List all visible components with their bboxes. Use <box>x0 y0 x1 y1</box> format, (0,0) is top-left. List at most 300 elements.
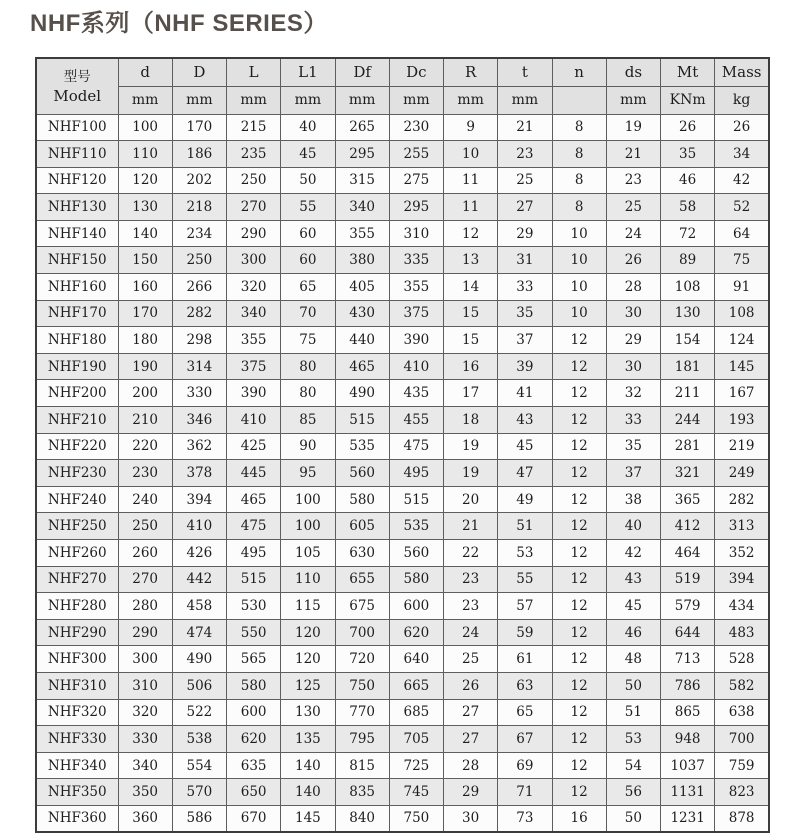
column-unit-d: mm <box>172 86 226 114</box>
table-row <box>36 699 769 726</box>
value-cell-r: 26 <box>444 672 498 699</box>
value-cell-dc: 745 <box>389 779 443 806</box>
value-cell-df: 630 <box>335 540 389 567</box>
value-cell-mass: 434 <box>715 593 769 620</box>
value-cell-ds: 53 <box>606 726 660 753</box>
table-row <box>36 593 769 620</box>
value-cell-l: 620 <box>227 726 281 753</box>
value-cell-ds: 28 <box>606 274 660 301</box>
value-cell-mt: 1231 <box>661 805 715 832</box>
value-cell-t: 71 <box>498 779 552 806</box>
value-cell-mt: 46 <box>661 167 715 194</box>
value-cell-dc: 665 <box>389 672 443 699</box>
value-cell-d: 190 <box>118 353 172 380</box>
value-cell-df: 750 <box>335 672 389 699</box>
column-header-d: D <box>172 58 226 86</box>
value-cell-df: 430 <box>335 300 389 327</box>
model-cell: NHF280 <box>36 593 118 620</box>
value-cell-l1: 40 <box>281 114 335 141</box>
value-cell-ds: 26 <box>606 247 660 274</box>
column-unit-mass: kg <box>715 86 769 114</box>
value-cell-t: 23 <box>498 141 552 168</box>
value-cell-df: 535 <box>335 433 389 460</box>
value-cell-dc: 640 <box>389 646 443 673</box>
value-cell-mt: 211 <box>661 380 715 407</box>
model-cell: NHF350 <box>36 779 118 806</box>
value-cell-d: 170 <box>172 114 226 141</box>
header-name-row <box>36 58 769 86</box>
value-cell-df: 490 <box>335 380 389 407</box>
value-cell-mt: 1037 <box>661 752 715 779</box>
value-cell-d: 120 <box>118 167 172 194</box>
value-cell-mt: 464 <box>661 540 715 567</box>
value-cell-mass: 167 <box>715 380 769 407</box>
value-cell-l: 290 <box>227 220 281 247</box>
column-header-l: L <box>227 58 281 86</box>
model-cell: NHF190 <box>36 353 118 380</box>
value-cell-l: 580 <box>227 672 281 699</box>
table-row <box>36 353 769 380</box>
value-cell-t: 63 <box>498 672 552 699</box>
model-cell: NHF340 <box>36 752 118 779</box>
value-cell-d: 350 <box>118 779 172 806</box>
value-cell-l: 320 <box>227 274 281 301</box>
value-cell-mass: 124 <box>715 327 769 354</box>
value-cell-l: 410 <box>227 407 281 434</box>
value-cell-l: 465 <box>227 486 281 513</box>
value-cell-mass: 528 <box>715 646 769 673</box>
value-cell-ds: 45 <box>606 593 660 620</box>
value-cell-l: 270 <box>227 194 281 221</box>
value-cell-r: 17 <box>444 380 498 407</box>
value-cell-l: 530 <box>227 593 281 620</box>
value-cell-t: 57 <box>498 593 552 620</box>
value-cell-df: 655 <box>335 566 389 593</box>
column-header-t: t <box>498 58 552 86</box>
value-cell-ds: 43 <box>606 566 660 593</box>
value-cell-r: 28 <box>444 752 498 779</box>
table-row <box>36 513 769 540</box>
value-cell-r: 27 <box>444 726 498 753</box>
value-cell-l: 565 <box>227 646 281 673</box>
value-cell-r: 16 <box>444 353 498 380</box>
value-cell-mass: 823 <box>715 779 769 806</box>
value-cell-dc: 685 <box>389 699 443 726</box>
column-header-dc: Dc <box>389 58 443 86</box>
value-cell-df: 560 <box>335 460 389 487</box>
value-cell-r: 20 <box>444 486 498 513</box>
value-cell-dc: 725 <box>389 752 443 779</box>
value-cell-l1: 120 <box>281 646 335 673</box>
value-cell-mt: 58 <box>661 194 715 221</box>
value-cell-n: 8 <box>552 167 606 194</box>
value-cell-r: 10 <box>444 141 498 168</box>
value-cell-l: 340 <box>227 300 281 327</box>
value-cell-ds: 51 <box>606 699 660 726</box>
value-cell-d: 360 <box>118 805 172 832</box>
value-cell-r: 12 <box>444 220 498 247</box>
value-cell-mass: 75 <box>715 247 769 274</box>
value-cell-r: 19 <box>444 460 498 487</box>
value-cell-df: 675 <box>335 593 389 620</box>
value-cell-df: 580 <box>335 486 389 513</box>
value-cell-d: 538 <box>172 726 226 753</box>
model-cell: NHF270 <box>36 566 118 593</box>
value-cell-l1: 115 <box>281 593 335 620</box>
column-unit-l: mm <box>227 86 281 114</box>
value-cell-ds: 56 <box>606 779 660 806</box>
value-cell-d: 554 <box>172 752 226 779</box>
value-cell-mass: 34 <box>715 141 769 168</box>
value-cell-l1: 65 <box>281 274 335 301</box>
value-cell-l1: 90 <box>281 433 335 460</box>
value-cell-mt: 579 <box>661 593 715 620</box>
value-cell-n: 10 <box>552 274 606 301</box>
value-cell-l: 235 <box>227 141 281 168</box>
table-row <box>36 779 769 806</box>
value-cell-mt: 35 <box>661 141 715 168</box>
value-cell-ds: 50 <box>606 805 660 832</box>
value-cell-mass: 42 <box>715 167 769 194</box>
value-cell-t: 25 <box>498 167 552 194</box>
value-cell-ds: 46 <box>606 619 660 646</box>
model-cell: NHF110 <box>36 141 118 168</box>
value-cell-ds: 19 <box>606 114 660 141</box>
value-cell-n: 12 <box>552 513 606 540</box>
column-unit-t: mm <box>498 86 552 114</box>
value-cell-mass: 700 <box>715 726 769 753</box>
value-cell-n: 16 <box>552 805 606 832</box>
value-cell-mt: 519 <box>661 566 715 593</box>
value-cell-l: 425 <box>227 433 281 460</box>
value-cell-d: 100 <box>118 114 172 141</box>
value-cell-mt: 26 <box>661 114 715 141</box>
value-cell-mt: 713 <box>661 646 715 673</box>
table-row <box>36 646 769 673</box>
value-cell-n: 12 <box>552 460 606 487</box>
value-cell-l1: 50 <box>281 167 335 194</box>
table-row <box>36 274 769 301</box>
value-cell-d: 586 <box>172 805 226 832</box>
value-cell-l1: 45 <box>281 141 335 168</box>
table-row <box>36 220 769 247</box>
column-unit-df: mm <box>335 86 389 114</box>
value-cell-l1: 145 <box>281 805 335 832</box>
value-cell-n: 8 <box>552 141 606 168</box>
value-cell-l1: 55 <box>281 194 335 221</box>
model-cell: NHF260 <box>36 540 118 567</box>
value-cell-l1: 105 <box>281 540 335 567</box>
value-cell-d: 160 <box>118 274 172 301</box>
value-cell-l1: 75 <box>281 327 335 354</box>
column-header-df: Df <box>335 58 389 86</box>
model-cell: NHF160 <box>36 274 118 301</box>
value-cell-df: 405 <box>335 274 389 301</box>
value-cell-mass: 52 <box>715 194 769 221</box>
value-cell-d: 220 <box>118 433 172 460</box>
value-cell-dc: 355 <box>389 274 443 301</box>
value-cell-dc: 560 <box>389 540 443 567</box>
model-cell: NHF170 <box>36 300 118 327</box>
value-cell-d: 260 <box>118 540 172 567</box>
value-cell-d: 300 <box>118 646 172 673</box>
value-cell-d: 280 <box>118 593 172 620</box>
value-cell-mass: 394 <box>715 566 769 593</box>
value-cell-r: 11 <box>444 194 498 221</box>
value-cell-t: 31 <box>498 247 552 274</box>
value-cell-l: 515 <box>227 566 281 593</box>
table-row <box>36 726 769 753</box>
value-cell-r: 30 <box>444 805 498 832</box>
model-cell: NHF130 <box>36 194 118 221</box>
value-cell-df: 840 <box>335 805 389 832</box>
value-cell-l: 650 <box>227 779 281 806</box>
value-cell-t: 65 <box>498 699 552 726</box>
value-cell-n: 12 <box>552 752 606 779</box>
table-row <box>36 247 769 274</box>
value-cell-n: 12 <box>552 353 606 380</box>
column-header-n: n <box>552 58 606 86</box>
value-cell-mass: 249 <box>715 460 769 487</box>
value-cell-d: 150 <box>118 247 172 274</box>
model-cell: NHF360 <box>36 805 118 832</box>
value-cell-mt: 365 <box>661 486 715 513</box>
value-cell-d: 130 <box>118 194 172 221</box>
value-cell-mt: 644 <box>661 619 715 646</box>
table-row <box>36 805 769 832</box>
value-cell-ds: 38 <box>606 486 660 513</box>
value-cell-t: 55 <box>498 566 552 593</box>
value-cell-df: 465 <box>335 353 389 380</box>
value-cell-d: 330 <box>172 380 226 407</box>
column-header-d: d <box>118 58 172 86</box>
value-cell-l: 390 <box>227 380 281 407</box>
value-cell-r: 29 <box>444 779 498 806</box>
column-unit-d: mm <box>118 86 172 114</box>
value-cell-mt: 154 <box>661 327 715 354</box>
value-cell-l1: 60 <box>281 247 335 274</box>
value-cell-mt: 89 <box>661 247 715 274</box>
value-cell-dc: 255 <box>389 141 443 168</box>
value-cell-mt: 1131 <box>661 779 715 806</box>
table-row <box>36 167 769 194</box>
value-cell-dc: 375 <box>389 300 443 327</box>
value-cell-t: 49 <box>498 486 552 513</box>
value-cell-mass: 26 <box>715 114 769 141</box>
nhf-series-spec-table <box>35 57 770 833</box>
value-cell-t: 33 <box>498 274 552 301</box>
value-cell-dc: 410 <box>389 353 443 380</box>
value-cell-dc: 515 <box>389 486 443 513</box>
value-cell-ds: 37 <box>606 460 660 487</box>
value-cell-ds: 48 <box>606 646 660 673</box>
value-cell-dc: 620 <box>389 619 443 646</box>
value-cell-mass: 193 <box>715 407 769 434</box>
value-cell-ds: 50 <box>606 672 660 699</box>
table-row <box>36 540 769 567</box>
value-cell-mass: 313 <box>715 513 769 540</box>
table-row <box>36 672 769 699</box>
value-cell-d: 442 <box>172 566 226 593</box>
column-unit-l1: mm <box>281 86 335 114</box>
table-row <box>36 752 769 779</box>
value-cell-df: 515 <box>335 407 389 434</box>
value-cell-mt: 108 <box>661 274 715 301</box>
value-cell-l1: 60 <box>281 220 335 247</box>
value-cell-n: 10 <box>552 300 606 327</box>
column-header-l1: L1 <box>281 58 335 86</box>
value-cell-dc: 335 <box>389 247 443 274</box>
value-cell-mt: 130 <box>661 300 715 327</box>
value-cell-mass: 759 <box>715 752 769 779</box>
value-cell-l1: 100 <box>281 486 335 513</box>
value-cell-d: 340 <box>118 752 172 779</box>
table-row <box>36 380 769 407</box>
value-cell-t: 29 <box>498 220 552 247</box>
value-cell-d: 218 <box>172 194 226 221</box>
value-cell-l: 475 <box>227 513 281 540</box>
value-cell-ds: 30 <box>606 353 660 380</box>
column-unit-n <box>552 86 606 114</box>
value-cell-dc: 580 <box>389 566 443 593</box>
value-cell-d: 180 <box>118 327 172 354</box>
value-cell-r: 9 <box>444 114 498 141</box>
value-cell-df: 815 <box>335 752 389 779</box>
value-cell-df: 355 <box>335 220 389 247</box>
table-row <box>36 619 769 646</box>
model-cell: NHF180 <box>36 327 118 354</box>
table-row <box>36 194 769 221</box>
value-cell-l1: 100 <box>281 513 335 540</box>
value-cell-ds: 30 <box>606 300 660 327</box>
page-title: NHF系列（NHF SERIES） <box>30 10 328 37</box>
value-cell-d: 250 <box>172 247 226 274</box>
table-row <box>36 566 769 593</box>
model-cell: NHF100 <box>36 114 118 141</box>
value-cell-dc: 495 <box>389 460 443 487</box>
value-cell-d: 210 <box>118 407 172 434</box>
value-cell-df: 340 <box>335 194 389 221</box>
value-cell-l1: 140 <box>281 779 335 806</box>
value-cell-ds: 24 <box>606 220 660 247</box>
value-cell-d: 506 <box>172 672 226 699</box>
value-cell-d: 320 <box>118 699 172 726</box>
value-cell-d: 378 <box>172 460 226 487</box>
value-cell-t: 37 <box>498 327 552 354</box>
value-cell-t: 61 <box>498 646 552 673</box>
value-cell-dc: 295 <box>389 194 443 221</box>
value-cell-mass: 582 <box>715 672 769 699</box>
value-cell-dc: 310 <box>389 220 443 247</box>
value-cell-r: 15 <box>444 327 498 354</box>
column-unit-dc: mm <box>389 86 443 114</box>
value-cell-mt: 948 <box>661 726 715 753</box>
value-cell-d: 362 <box>172 433 226 460</box>
table-row <box>36 460 769 487</box>
value-cell-d: 474 <box>172 619 226 646</box>
value-cell-t: 67 <box>498 726 552 753</box>
value-cell-r: 15 <box>444 300 498 327</box>
value-cell-d: 202 <box>172 167 226 194</box>
table-body <box>36 114 769 832</box>
value-cell-df: 440 <box>335 327 389 354</box>
value-cell-l1: 130 <box>281 699 335 726</box>
value-cell-n: 12 <box>552 672 606 699</box>
value-cell-dc: 230 <box>389 114 443 141</box>
table-row <box>36 407 769 434</box>
value-cell-n: 12 <box>552 486 606 513</box>
table-row <box>36 486 769 513</box>
table-row <box>36 433 769 460</box>
value-cell-l: 445 <box>227 460 281 487</box>
value-cell-d: 240 <box>118 486 172 513</box>
value-cell-mt: 321 <box>661 460 715 487</box>
value-cell-mt: 865 <box>661 699 715 726</box>
value-cell-d: 140 <box>118 220 172 247</box>
model-cell: NHF150 <box>36 247 118 274</box>
value-cell-d: 458 <box>172 593 226 620</box>
value-cell-mass: 282 <box>715 486 769 513</box>
value-cell-d: 270 <box>118 566 172 593</box>
value-cell-n: 12 <box>552 619 606 646</box>
value-cell-l1: 70 <box>281 300 335 327</box>
model-cell: NHF210 <box>36 407 118 434</box>
value-cell-dc: 600 <box>389 593 443 620</box>
column-header-mass: Mass <box>715 58 769 86</box>
value-cell-r: 19 <box>444 433 498 460</box>
value-cell-dc: 475 <box>389 433 443 460</box>
value-cell-d: 426 <box>172 540 226 567</box>
value-cell-df: 295 <box>335 141 389 168</box>
value-cell-mass: 91 <box>715 274 769 301</box>
value-cell-dc: 275 <box>389 167 443 194</box>
value-cell-l: 495 <box>227 540 281 567</box>
value-cell-r: 23 <box>444 593 498 620</box>
value-cell-ds: 32 <box>606 380 660 407</box>
value-cell-t: 21 <box>498 114 552 141</box>
value-cell-n: 12 <box>552 726 606 753</box>
value-cell-t: 35 <box>498 300 552 327</box>
column-header-ds: ds <box>606 58 660 86</box>
value-cell-d: 250 <box>118 513 172 540</box>
value-cell-n: 12 <box>552 407 606 434</box>
value-cell-l1: 95 <box>281 460 335 487</box>
model-cell: NHF310 <box>36 672 118 699</box>
value-cell-d: 234 <box>172 220 226 247</box>
value-cell-ds: 42 <box>606 540 660 567</box>
value-cell-t: 73 <box>498 805 552 832</box>
model-cell: NHF120 <box>36 167 118 194</box>
value-cell-mt: 281 <box>661 433 715 460</box>
value-cell-l: 300 <box>227 247 281 274</box>
value-cell-t: 59 <box>498 619 552 646</box>
value-cell-d: 170 <box>118 300 172 327</box>
value-cell-t: 43 <box>498 407 552 434</box>
value-cell-r: 14 <box>444 274 498 301</box>
model-cell: NHF200 <box>36 380 118 407</box>
value-cell-n: 12 <box>552 779 606 806</box>
value-cell-d: 310 <box>118 672 172 699</box>
value-cell-d: 314 <box>172 353 226 380</box>
value-cell-l: 250 <box>227 167 281 194</box>
value-cell-n: 12 <box>552 646 606 673</box>
value-cell-mass: 483 <box>715 619 769 646</box>
value-cell-df: 720 <box>335 646 389 673</box>
value-cell-ds: 35 <box>606 433 660 460</box>
value-cell-l1: 120 <box>281 619 335 646</box>
value-cell-df: 605 <box>335 513 389 540</box>
value-cell-mass: 64 <box>715 220 769 247</box>
